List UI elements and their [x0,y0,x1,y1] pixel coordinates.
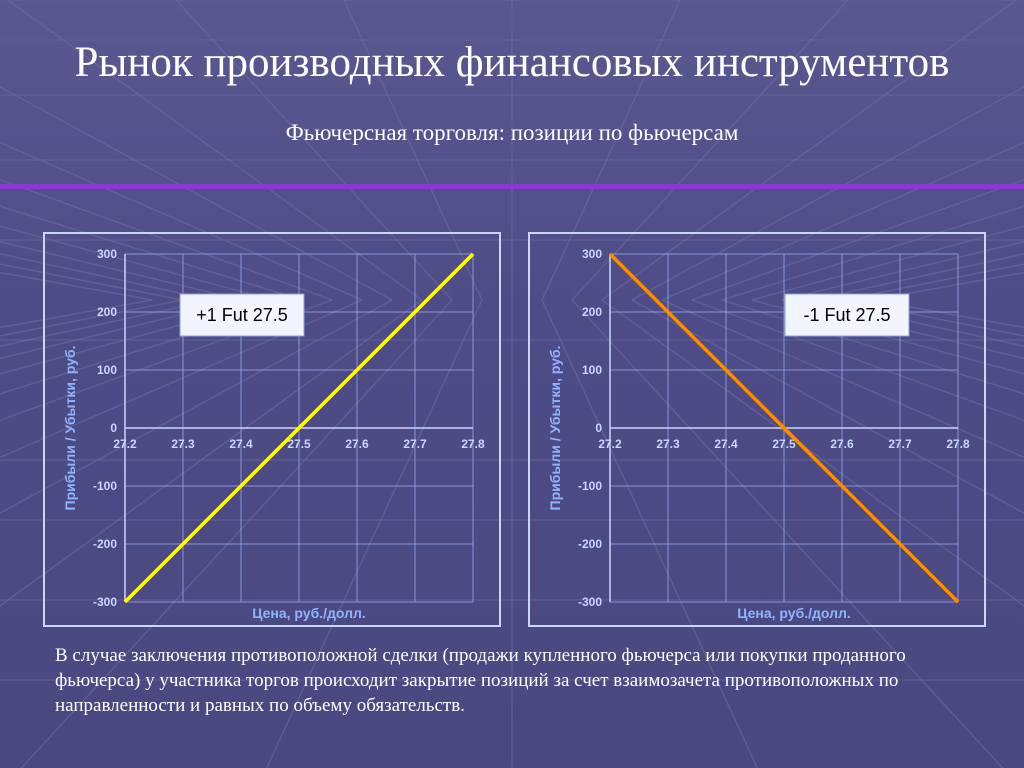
position-label [785,294,909,336]
short-futures-chart-svg [530,234,984,625]
x-tick-label: 27.6 [345,437,369,451]
x-tick-label: 27.3 [656,437,680,451]
y-tick-label: 300 [96,247,117,261]
x-axis-title: Цена, руб./долл. [737,605,851,621]
y-tick-label: 0 [595,421,602,435]
y-tick-label: -300 [92,595,117,609]
x-tick-label: 27.5 [772,437,796,451]
x-tick-label: 27.6 [830,437,854,451]
long-futures-chart-svg [45,234,499,625]
y-tick-label: -200 [92,537,117,551]
x-axis-title: Цена, руб./долл. [252,605,366,621]
y-tick-label: 200 [581,305,602,319]
x-tick-label: 27.2 [113,437,137,451]
position-label [180,294,304,336]
y-tick-label: -100 [92,479,117,493]
title-divider [0,184,1024,189]
slide-title: Рынок производных финансовых инструментов [74,39,950,86]
x-tick-label: 27.4 [714,437,738,451]
short-futures-chart [528,232,986,627]
y-tick-label: 300 [581,247,602,261]
x-tick-label: 27.3 [171,437,195,451]
y-tick-label: -300 [577,595,602,609]
explanation-text: В случае заключения противоположной сделки (продажи купленного фьючерса или покупки проданного фьючерса) у участника торгов происходит закрытие позиций за счет взаимозачета противоположных по направленности и равных по объему обязательств. [55,645,906,716]
y-tick-label: -100 [577,479,602,493]
y-tick-label: 100 [96,363,117,377]
slide-subtitle: Фьючерсная торговля: позиции по фьючерсам [285,120,739,145]
y-tick-label: 200 [96,305,117,319]
y-tick-label: -200 [577,537,602,551]
y-axis-title: Прибыли / Убытки, руб. [62,345,78,511]
y-axis-title: Прибыли / Убытки, руб. [547,345,563,511]
x-tick-label: 27.8 [946,437,970,451]
x-tick-label: 27.7 [888,437,912,451]
long-futures-chart [43,232,501,627]
x-tick-label: 27.2 [598,437,622,451]
position-label-text: -1 Fut 27.5 [803,305,891,325]
y-tick-label: 0 [110,421,117,435]
x-tick-label: 27.5 [287,437,311,451]
x-tick-label: 27.7 [403,437,427,451]
x-tick-label: 27.4 [229,437,253,451]
position-label-text: +1 Fut 27.5 [196,305,288,325]
y-tick-label: 100 [581,363,602,377]
x-tick-label: 27.8 [461,437,485,451]
